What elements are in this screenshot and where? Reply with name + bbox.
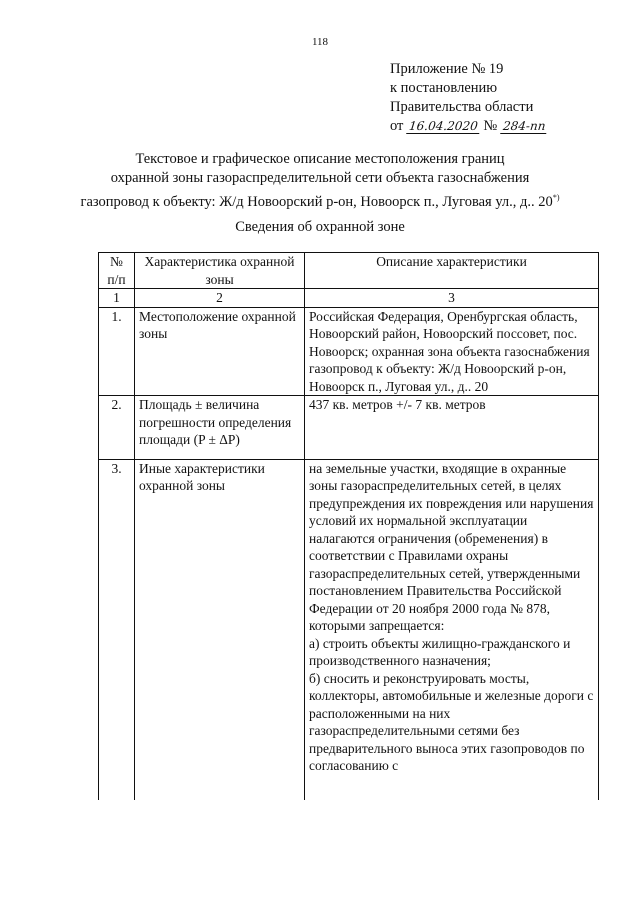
- row-characteristic: Площадь ± величина погрешности определения площади (P ± ΔP): [135, 396, 305, 460]
- description-item-a: а) строить объекты жилищно-гражданского и производственного назначения;: [309, 635, 571, 668]
- title-line-3: газопровод к объекту: Ж/д Новоорский р-он, Новоорск п., Луговая ул., д.. 20*): [80, 193, 560, 210]
- description-item-b: б) сносить и реконструировать мосты, коллекторы, автомобильные и железные дороги с расположенными на них газораспределительными сетями без предварительного выноса этих газопроводов по согласованию с: [309, 670, 594, 773]
- table-row: [99, 459, 599, 800]
- protection-zone-table: [98, 252, 599, 800]
- handwritten-number: 284-пп: [500, 119, 548, 134]
- date-prefix: от: [390, 118, 404, 134]
- appendix-date-line: [390, 117, 547, 136]
- row-number: 1.: [99, 307, 135, 396]
- table-row: [99, 396, 599, 460]
- document-title: [60, 150, 580, 212]
- row-number: 3.: [99, 459, 135, 800]
- column-number: 1: [99, 289, 135, 308]
- handwritten-date: 16.04.2020: [406, 119, 480, 134]
- table-row: [99, 307, 599, 396]
- row-characteristic: Иные характеристики охранной зоны: [135, 459, 305, 800]
- header-characteristic: Характеристика охранной зоны: [135, 253, 305, 289]
- appendix-line-2: к постановлению: [390, 80, 498, 96]
- section-subtitle: Сведения об охранной зоне: [235, 219, 405, 235]
- column-number-row: [99, 289, 599, 308]
- number-sign: №: [483, 118, 498, 134]
- row-number: 2.: [99, 396, 135, 460]
- appendix-block: [390, 60, 547, 136]
- table-header-row: [99, 253, 599, 289]
- row-description: Российская Федерация, Оренбургская область, Новоорский район, Новоорский поссовет, пос. Новоорск; охранная зона объекта газоснабжения газопровод к объекту: Ж/д Новоорский р-он, Новоорск п., Луговая ул., д.. 20: [305, 307, 599, 396]
- row-description: [305, 459, 599, 800]
- title-line-1: Текстовое и графическое описание местоположения границ: [135, 151, 505, 167]
- column-number: 2: [135, 289, 305, 308]
- title-line-2: охранной зоны газораспределительной сети объекта газоснабжения: [110, 170, 530, 186]
- appendix-line-3: Правительства области: [390, 99, 534, 115]
- description-paragraph: на земельные участки, входящие в охранные зоны газораспределительных сетей, в целях предупреждения их повреждения или нарушения условий их нормальной эксплуатации налагаются ограничения (обременения) в соответствии с Правилами охраны газораспределительных сетей, утвержденными постановлением Правительства Российской Федерации от 20 ноября 2000 года № 878, которыми запрещается:: [309, 460, 594, 633]
- row-description: 437 кв. метров +/- 7 кв. метров: [305, 396, 599, 460]
- page-number: 118: [311, 36, 329, 48]
- header-description: Описание характеристики: [305, 253, 599, 289]
- column-number: 3: [305, 289, 599, 308]
- row-characteristic: Местоположение охранной зоны: [135, 307, 305, 396]
- header-number: № п/п: [99, 253, 135, 289]
- footnote-mark: *): [552, 193, 560, 202]
- appendix-line-1: Приложение № 19: [390, 61, 504, 77]
